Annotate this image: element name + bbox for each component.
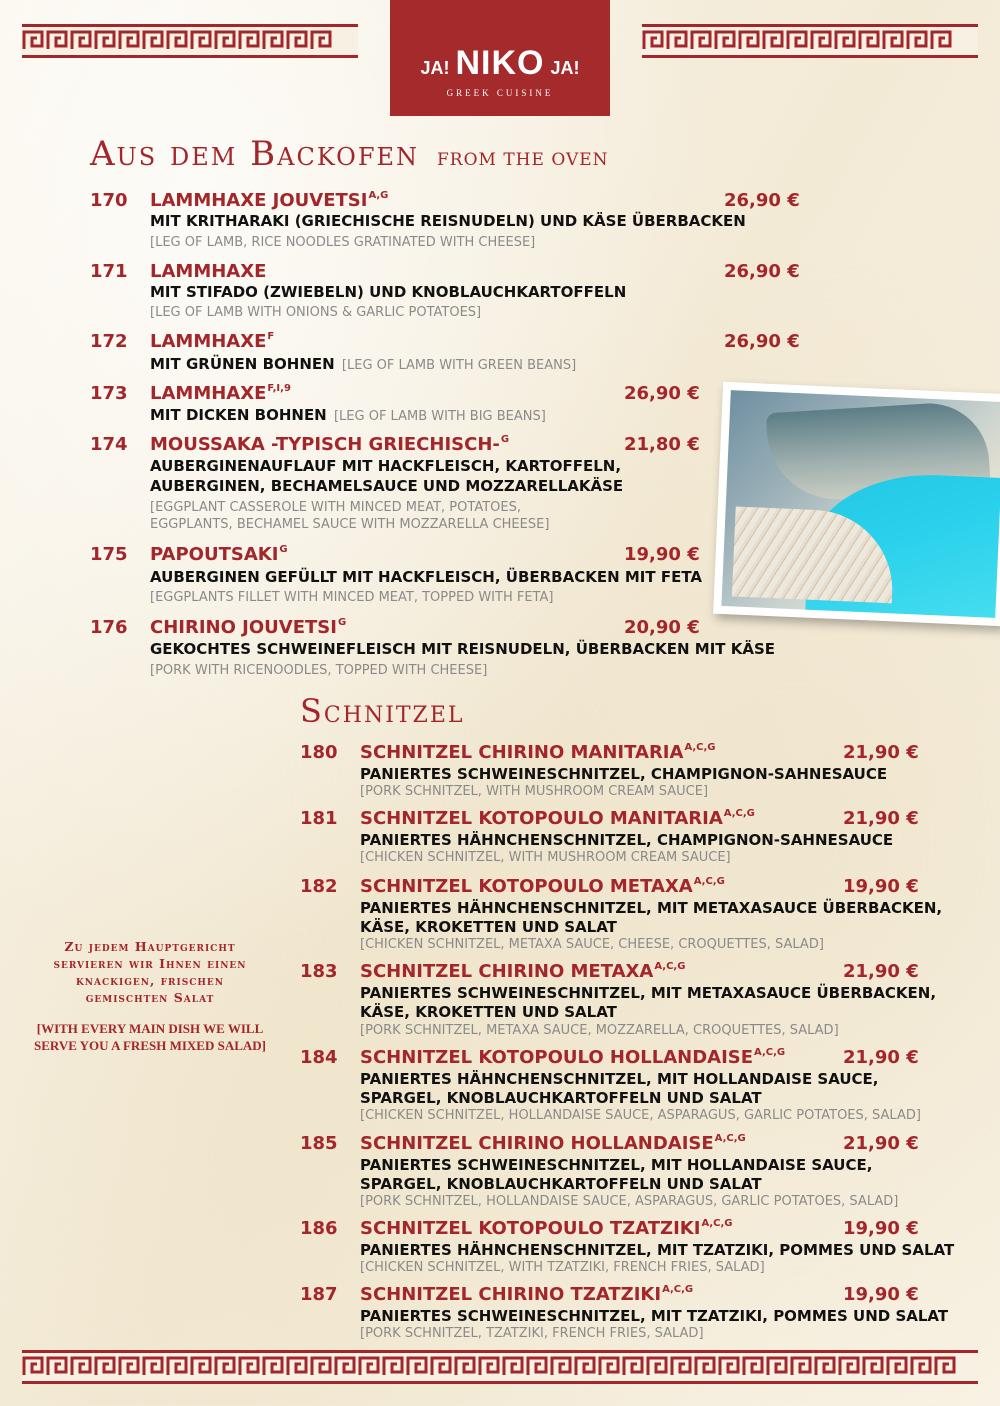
item-number: 171 <box>90 261 128 282</box>
item-number: 184 <box>300 1047 338 1068</box>
greek-key-pattern <box>642 27 978 55</box>
item-description-en: [CHICKEN SCHNITZEL, METAXA SAUCE, CHEESE, CROQUETTES, SALAD] <box>360 937 824 952</box>
logo-ja-right: JA! <box>550 58 580 78</box>
logo-ja-left: JA! <box>420 58 450 78</box>
salad-note-de: Zu jedem Hauptgericht servieren wir Ihnen einen knackigen, frischen gemischten Salat <box>53 939 247 1005</box>
greek-key-pattern <box>22 1353 978 1381</box>
item-price: 21,80 € <box>624 434 700 455</box>
item-price: 20,90 € <box>624 617 700 638</box>
item-price: 19,90 € <box>843 1218 919 1239</box>
item-name: LAMMHAXE <box>150 261 267 282</box>
item-description-en: [LEG OF LAMB, RICE NOODLES GRATINATED WITH CHEESE] <box>150 235 536 250</box>
item-description-de: MIT KRITHARAKI (GRIECHISCHE REISNUDELN) UND KÄSE ÜBERBACKEN <box>150 212 746 230</box>
item-price: 19,90 € <box>843 1284 919 1305</box>
item-name: SCHNITZEL CHIRINO $METAXA^{A,C,G}$ <box>360 961 686 982</box>
item-description-en: [PORK SCHNITZEL, WITH MUSHROOM CREAM SAUCE] <box>360 784 709 799</box>
item-description-de: AUBERGINENAUFLAUF MIT HACKFLEISCH, KARTOFFELN, <box>150 457 622 475</box>
item-description-en: [PORK SCHNITZEL, METAXA SAUCE, MOZZARELLA, CROQUETTES, SALAD] <box>360 1023 839 1038</box>
item-description-de: AUBERGINEN, BECHAMELSAUCE UND MOZZARELLAKÄSE <box>150 477 624 495</box>
item-description-de: PANIERTES SCHWEINESCHNITZEL, MIT METAXASAUCE ÜBERBACKEN, <box>360 984 937 1002</box>
item-price: 21,90 € <box>843 1133 919 1154</box>
item-description-en: [PORK WITH RICENOODLES, TOPPED WITH CHEESE] <box>150 663 488 678</box>
item-price: 19,90 € <box>843 876 919 897</box>
beach-photo <box>713 382 1000 626</box>
item-description-en: [LEG OF LAMB WITH BIG BEANS] <box>333 409 546 424</box>
greek-key-border-top-right <box>642 24 978 58</box>
greek-key-border-top-left <box>22 24 358 58</box>
item-description-en: [PORK SCHNITZEL, TZATZIKI, FRENCH FRIES, SALAD] <box>360 1326 704 1341</box>
item-price: 26,90 € <box>724 190 800 211</box>
item-number: 175 <box>90 544 128 565</box>
item-price: 26,90 € <box>724 261 800 282</box>
item-name: SCHNITZEL CHIRINO $MANITARIA^{A,C,G}$ <box>360 742 716 763</box>
brand-logo <box>390 0 610 116</box>
item-description-en: [EGGPLANT CASSEROLE WITH MINCED MEAT, POTATOES, <box>150 500 521 515</box>
greek-key-pattern <box>22 27 358 55</box>
salad-note <box>28 938 272 1054</box>
item-description-de: PANIERTES SCHWEINESCHNITZEL, MIT HOLLANDAISE SAUCE, <box>360 1156 873 1174</box>
item-description-de: PANIERTES HÄHNCHENSCHNITZEL, MIT TZATZIKI, POMMES UND SALAT <box>360 1241 955 1259</box>
item-name: $PAPOUTSAKI^G$ <box>150 544 288 565</box>
section-title-schnitzel: Schnitzel <box>300 692 465 730</box>
item-description-de: SPARGEL, KNOBLAUCHKARTOFFELN UND SALAT <box>360 1175 762 1193</box>
item-number: 185 <box>300 1133 338 1154</box>
greek-key-border-bottom <box>22 1350 978 1384</box>
salad-note-en: [WITH EVERY MAIN DISH WE WILL SERVE YOU A FRESH MIXED SALAD] <box>33 1021 266 1053</box>
item-description-de: PANIERTES HÄHNCHENSCHNITZEL, CHAMPIGNON-SAHNESAUCE <box>360 831 894 849</box>
item-name: MOUSSAKA -TYPISCH GRIECHISCH-$^G$ <box>150 434 510 455</box>
item-name: SCHNITZEL KOTOPOULO $HOLLANDAISE^{A,C,G}$ <box>360 1047 786 1068</box>
item-name: SCHNITZEL CHIRINO $HOLLANDAISE^{A,C,G}$ <box>360 1133 746 1154</box>
item-description-en: EGGPLANTS, BECHAMEL SAUCE WITH MOZZARELLA CHEESE] <box>150 517 550 532</box>
item-description-en: [CHICKEN SCHNITZEL, HOLLANDAISE SAUCE, ASPARAGUS, GARLIC POTATOES, SALAD] <box>360 1108 921 1123</box>
section-title-oven-de: Aus dem Backofen <box>90 134 419 174</box>
item-price: 21,90 € <box>843 961 919 982</box>
item-number: 181 <box>300 808 338 829</box>
section-title-oven-en: FROM THE OVEN <box>437 150 609 170</box>
item-number: 176 <box>90 617 128 638</box>
item-name: SCHNITZEL CHIRINO $TZATZIKI^{A,C,G}$ <box>360 1284 694 1305</box>
item-number: 186 <box>300 1218 338 1239</box>
item-name: LAMMHAXE $JOUVETSI^{A,G}$ <box>150 190 389 211</box>
item-price: 21,90 € <box>843 808 919 829</box>
item-number: 187 <box>300 1284 338 1305</box>
item-price: 21,90 € <box>843 1047 919 1068</box>
item-name: $LAMMHAXE^F$ <box>150 331 275 352</box>
item-name: CHIRINO $JOUVETSI^G$ <box>150 617 347 638</box>
item-price: 26,90 € <box>724 331 800 352</box>
item-description-de: PANIERTES HÄHNCHENSCHNITZEL, MIT METAXASAUCE ÜBERBACKEN, <box>360 899 943 917</box>
item-description-de: GEKOCHTES SCHWEINEFLEISCH MIT REISNUDELN, ÜBERBACKEN MIT KÄSE <box>150 640 776 658</box>
item-description-en: [LEG OF LAMB WITH GREEN BEANS] <box>341 358 577 373</box>
item-description-de: MIT STIFADO (ZWIEBELN) UND KNOBLAUCHKARTOFFELN <box>150 283 627 301</box>
item-description-de: SPARGEL, KNOBLAUCHKARTOFFELN UND SALAT <box>360 1089 762 1107</box>
item-name: SCHNITZEL KOTOPOULO $TZATZIKI^{A,C,G}$ <box>360 1218 733 1239</box>
logo-tagline: GREEK CUISINE <box>446 88 554 98</box>
item-description-de: PANIERTES SCHWEINESCHNITZEL, CHAMPIGNON-SAHNESAUCE <box>360 765 888 783</box>
item-number: 173 <box>90 383 128 404</box>
item-description-en: [PORK SCHNITZEL, HOLLANDAISE SAUCE, ASPARAGUS, GARLIC POTATOES, SALAD] <box>360 1194 899 1209</box>
item-description-en: [LEG OF LAMB WITH ONIONS & GARLIC POTATOES] <box>150 305 482 320</box>
item-description-en: [CHICKEN SCHNITZEL, WITH TZATZIKI, FRENCH FRIES, SALAD] <box>360 1260 765 1275</box>
item-description-de: PANIERTES HÄHNCHENSCHNITZEL, MIT HOLLANDAISE SAUCE, <box>360 1070 879 1088</box>
item-description-de: KÄSE, KROKETTEN UND SALAT <box>360 918 617 936</box>
item-number: 182 <box>300 876 338 897</box>
item-name: $LAMMHAXE^{F,I,9}$ <box>150 383 291 404</box>
item-description-de: PANIERTES SCHWEINESCHNITZEL, MIT TZATZIKI, POMMES UND SALAT <box>360 1307 949 1325</box>
item-price: 26,90 € <box>624 383 700 404</box>
item-description-en: [EGGPLANTS FILLET WITH MINCED MEAT, TOPPED WITH FETA] <box>150 590 554 605</box>
item-description-en: [CHICKEN SCHNITZEL, WITH MUSHROOM CREAM SAUCE] <box>360 850 731 865</box>
item-price: 21,90 € <box>843 742 919 763</box>
item-price: 19,90 € <box>624 544 700 565</box>
item-description-de: AUBERGINEN GEFÜLLT MIT HACKFLEISCH, ÜBERBACKEN MIT FETA <box>150 568 703 586</box>
item-number: 170 <box>90 190 128 211</box>
item-number: 183 <box>300 961 338 982</box>
item-description-de: MIT GRÜNEN BOHNEN [LEG OF LAMB WITH GREEN BEANS] <box>150 355 577 373</box>
item-description-de: KÄSE, KROKETTEN UND SALAT <box>360 1003 617 1021</box>
logo-name: NIKO <box>455 44 545 82</box>
item-name: SCHNITZEL KOTOPOULO $MANITARIA^{A,C,G}$ <box>360 808 755 829</box>
item-name: SCHNITZEL KOTOPOULO $METAXA^{A,C,G}$ <box>360 876 725 897</box>
item-number: 180 <box>300 742 338 763</box>
section-title-oven <box>90 134 609 174</box>
item-description-de: MIT DICKEN BOHNEN [LEG OF LAMB WITH BIG BEANS] <box>150 406 546 424</box>
item-number: 172 <box>90 331 128 352</box>
item-number: 174 <box>90 434 128 455</box>
